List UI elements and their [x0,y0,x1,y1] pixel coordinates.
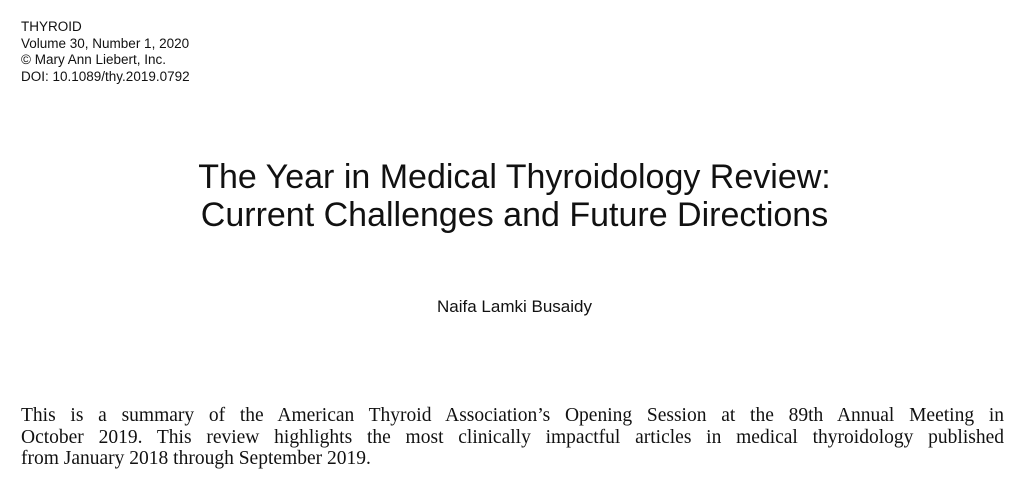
author-name: Naifa Lamki Busaidy [437,297,592,316]
title-line-2: Current Challenges and Future Directions [200,196,829,234]
title-line-1: The Year in Medical Thyroidology Review: [198,158,831,196]
copyright-notice: © Mary Ann Liebert, Inc. [21,52,167,67]
doi: DOI: 10.1089/thy.2019.0792 [21,68,190,84]
article-title [0,158,1029,234]
journal-header [21,19,190,85]
abstract-line-1: This is a summary of the American Thyroid Association’s Opening Session at the 89th Annual Meeting in [21,405,1004,426]
journal-name: THYROID [21,19,82,34]
abstract-line-3: from January 2018 through September 2019. [21,448,371,469]
abstract [21,405,1004,470]
journal-volume: Volume 30, Number 1, 2020 [21,35,190,51]
abstract-line-2: October 2019. This review highlights the most clinically impactful articles in medical thyroidology published [21,426,1004,448]
